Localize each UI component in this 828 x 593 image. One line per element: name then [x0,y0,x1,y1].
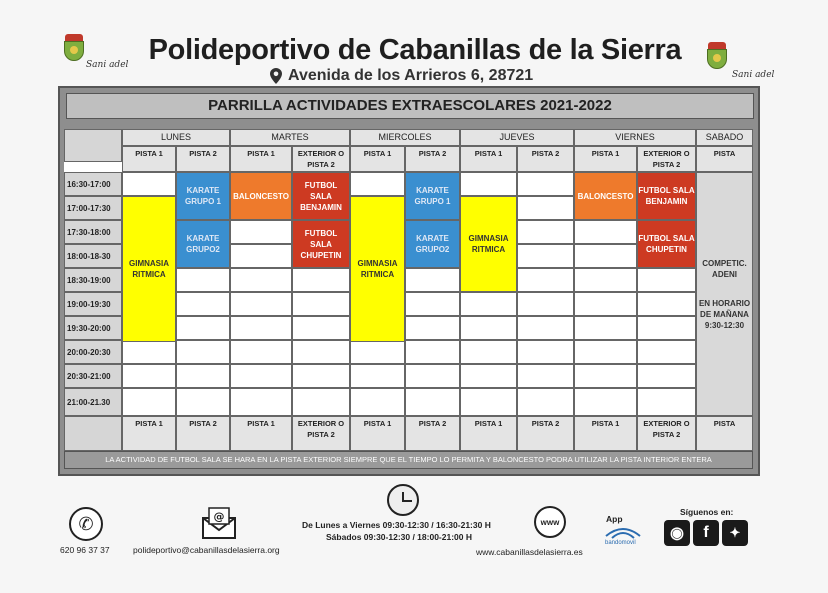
day-header-jueves: JUEVES [460,129,574,146]
pista-header: PISTA [696,146,753,172]
activity-label: BALONCESTO [577,191,634,201]
schedule-cell [460,292,517,316]
schedule-title: PARRILLA ACTIVIDADES EXTRAESCOLARES 2021-2022 [66,93,754,119]
activity-karate-g1-lunes [176,172,230,220]
time-slot: 21:00-21.30 [64,388,122,416]
schedule-cell [460,316,517,340]
pista-footer: PISTA 1 [350,416,405,451]
activity-label: KARATE GRUPO 1 [184,186,221,206]
schedule-cell [350,340,405,364]
pista-footer: PISTA 2 [176,416,230,451]
time-slot: 18:30-19:00 [64,268,122,292]
hours-saturday: Sábados 09:30-12:30 / 18:00-21:00 H [326,532,472,542]
schedule-cell [460,388,517,416]
email-link[interactable]: polideportivo@cabanillasdelasierra.org [133,545,280,555]
schedule-cell [405,316,460,340]
schedule-cell [230,388,292,416]
schedule-cell [176,292,230,316]
schedule-cell [230,244,292,268]
pista-footer: PISTA 2 [405,416,460,451]
activity-baloncesto-martes [230,172,292,220]
activity-karate-g1-miercoles [405,172,460,220]
phone-number: 620 96 37 37 [60,545,110,555]
time-slot: 19:30-20:00 [64,316,122,340]
schedule-cell [574,268,637,292]
schedule-cell [637,316,696,340]
schedule-cell [517,388,574,416]
schedule-cell [517,340,574,364]
location-pin-icon [270,68,282,84]
schedule-note: LA ACTIVIDAD DE FUTBOL SALA SE HARA EN LA PISTA EXTERIOR SIEMPRE QUE EL TIEMPO LO PERMITA Y BALONCESTO PODRA UTILIZAR LA PISTA INTERIOR ENTERA [64,451,753,469]
activity-label: FUTBOL SALA CHUPETIN [300,228,342,260]
schedule-cell [176,388,230,416]
pista-header: PISTA 1 [574,146,637,172]
schedule-cell [405,268,460,292]
twitter-icon[interactable]: ✦ [722,520,748,546]
schedule-cell [230,364,292,388]
clock-icon [387,484,419,516]
schedule-cell [230,340,292,364]
schedule-cell [122,364,176,388]
time-slot: 17:00-17:30 [64,196,122,220]
activity-sabado [696,172,753,416]
pista-header: PISTA 1 [122,146,176,172]
activity-futbol-chupetin-viernes [637,220,696,268]
pista-footer: PISTA 1 [460,416,517,451]
schedule-cell [517,196,574,220]
schedule-cell [574,220,637,244]
schedule-cell [176,268,230,292]
schedule-cell [574,244,637,268]
schedule-cell [517,220,574,244]
schedule-cell [574,364,637,388]
schedule-cell [230,316,292,340]
signature-right: Sani adel [732,70,775,80]
schedule-cell [405,364,460,388]
pista-header: EXTERIOR O PISTA 2 [637,146,696,172]
schedule-cell [574,388,637,416]
pista-header: PISTA 2 [517,146,574,172]
activity-label: KARATE GRUPO 1 [414,186,451,206]
day-header-viernes: VIERNES [574,129,696,146]
activity-gimnasia-jueves [460,196,517,292]
schedule-cell [230,220,292,244]
activity-label: KARATE GRUPO2 [415,234,450,254]
activity-karate-g2-miercoles [405,220,460,268]
app-icon[interactable] [604,520,642,542]
day-header-miercoles: MIERCOLES [350,129,460,146]
corner-cell-bottom [64,416,122,451]
schedule-cell [574,340,637,364]
activity-label: FUTBOL SALA BENJAMIN [300,180,342,212]
time-slot: 19:00-19:30 [64,292,122,316]
activity-gimnasia-lunes [122,196,176,342]
pista-header: PISTA 1 [230,146,292,172]
schedule-cell [176,364,230,388]
globe-icon-label: www [540,517,560,527]
activity-label: FUTBOL SALA BENJAMIN [638,186,695,206]
pista-footer: PISTA 1 [574,416,637,451]
schedule-cell [230,268,292,292]
address [270,66,570,86]
pista-header: PISTA 2 [176,146,230,172]
pista-footer: PISTA 2 [517,416,574,451]
website-link[interactable]: www.cabanillasdelasierra.es [476,547,583,557]
globe-icon [534,506,566,538]
time-slot: 16:30-17:00 [64,172,122,196]
schedule-cell [460,340,517,364]
schedule-cell [637,388,696,416]
time-slot: 20:30-21:00 [64,364,122,388]
activity-karate-g2-lunes [176,220,230,268]
schedule-cell [292,268,350,292]
pista-header: PISTA 1 [350,146,405,172]
time-slot: 18:00-18-30 [64,244,122,268]
activity-label: GIMNASIA RITMICA [129,259,169,279]
schedule-cell [517,316,574,340]
schedule-grid [64,129,753,451]
town-crest-left [62,34,86,62]
schedule-cell [122,340,176,364]
activity-baloncesto-viernes [574,172,637,220]
hours-weekday: De Lunes a Viernes 09:30-12:30 / 16:30-21:30 H [302,520,491,530]
schedule-cell [460,172,517,196]
schedule-cell [460,364,517,388]
schedule-cell [517,172,574,196]
email-icon [200,506,238,540]
schedule-cell [574,292,637,316]
schedule-cell [230,292,292,316]
schedule-cell [176,340,230,364]
activity-futbol-benjamin-viernes [637,172,696,220]
schedule-cell [350,388,405,416]
activity-label: GIMNASIA RITMICA [468,234,509,254]
address-text: Avenida de los Arrieros 6, 28721 [288,67,534,84]
day-header-martes: MARTES [230,129,350,146]
schedule-cell [517,268,574,292]
pista-footer: PISTA [696,416,753,451]
instagram-icon[interactable]: ◉ [664,520,690,546]
schedule-cell [517,364,574,388]
day-header-sabado: SABADO [696,129,753,146]
pista-header: PISTA 2 [405,146,460,172]
schedule-cell [637,340,696,364]
sabado-schedule: EN HORARIO DE MAÑANA 9:30-12:30 [698,298,751,330]
schedule-cell [292,316,350,340]
schedule-cell [517,292,574,316]
schedule-cell [122,172,176,196]
schedule-cell [637,268,696,292]
svg-text:@: @ [213,510,225,523]
activity-label: BALONCESTO [233,191,289,201]
schedule-cell [405,388,460,416]
activity-futbol-benjamin-martes [292,172,350,220]
activity-label: KARATE GRUPO2 [186,234,220,254]
pista-header: EXTERIOR O PISTA 2 [292,146,350,172]
activity-label: GIMNASIA RITMICA [357,259,398,279]
schedule-cell [176,316,230,340]
schedule-cell [350,364,405,388]
activity-label: FUTBOL SALA CHUPETIN [638,234,695,254]
activity-gimnasia-miercoles [350,196,405,342]
schedule-cell [350,172,405,196]
schedule-cell [574,316,637,340]
activity-futbol-chupetin-martes [292,220,350,268]
schedule-cell [292,292,350,316]
facebook-icon[interactable]: f [693,520,719,546]
pista-footer: EXTERIOR O PISTA 2 [292,416,350,451]
schedule-cell [637,292,696,316]
social-label: Síguenos en: [680,507,734,517]
pista-footer: PISTA 1 [122,416,176,451]
day-header-lunes: LUNES [122,129,230,146]
signature-left: Sani adel [86,60,129,70]
schedule-cell [637,364,696,388]
schedule-cell [405,292,460,316]
time-slot: 17:30-18:00 [64,220,122,244]
page-title: Polideportivo de Cabanillas de la Sierra [148,34,682,66]
pista-header: PISTA 1 [460,146,517,172]
schedule-cell [122,388,176,416]
corner-cell [64,129,122,162]
pista-footer: PISTA 1 [230,416,292,451]
app-name: bandomovil [605,540,636,546]
schedule-cell [292,388,350,416]
pista-footer: EXTERIOR O PISTA 2 [637,416,696,451]
schedule-cell [292,364,350,388]
app-label: App [606,514,623,524]
sabado-competition: COMPETIC. ADENI [702,258,747,279]
schedule-cell [517,244,574,268]
time-slot: 20:00-20:30 [64,340,122,364]
schedule-cell [292,340,350,364]
schedule-cell [405,340,460,364]
phone-icon: ✆ [69,507,103,541]
